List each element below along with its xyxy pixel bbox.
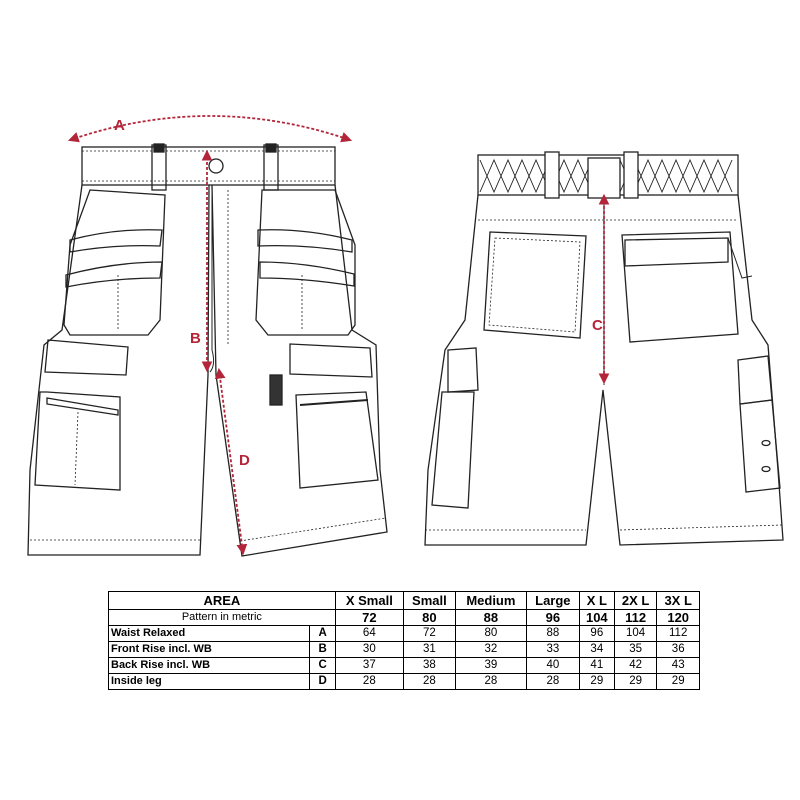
pattern-value: 104 [579,610,614,626]
table-row [109,674,700,690]
table-cell: 30 [335,642,403,658]
back-right-side-pocket [738,356,772,404]
table-cell: 34 [579,642,614,658]
table-cell: 29 [657,674,700,690]
pattern-value: 80 [403,610,455,626]
size-header-row [109,592,700,610]
front-right-cargo-pocket [296,392,378,488]
pattern-value: 112 [614,610,657,626]
measure-label-a: A [114,117,125,134]
table-cell: 39 [455,658,526,674]
back-left-side-pocket [448,348,478,392]
size-header: Large [526,592,579,610]
measure-label-d: D [239,452,250,469]
table-cell: 28 [403,674,455,690]
table-cell: 33 [526,642,579,658]
pattern-value: 96 [526,610,579,626]
table-cell: 64 [335,626,403,642]
pattern-label: Pattern in metric [109,610,336,626]
area-header: AREA [109,592,336,610]
measure-label-b: B [190,330,201,347]
row-label: Inside leg [109,674,310,690]
front-right-cargo-flap [290,344,372,377]
front-right-leg-outline [212,185,387,556]
size-header: 3X L [657,592,700,610]
table-cell: 72 [403,626,455,642]
row-label: Front Rise incl. WB [109,642,310,658]
table-cell: 80 [455,626,526,642]
table-cell: 104 [614,626,657,642]
table-row [109,626,700,642]
table-cell: 42 [614,658,657,674]
table-cell: 40 [526,658,579,674]
front-left-cargo-flap [45,340,128,375]
table-row [109,642,700,658]
measure-line-a [70,116,350,140]
back-left-pocket [484,232,586,338]
table-cell: 112 [657,626,700,642]
table-cell: 28 [335,674,403,690]
pattern-row [109,610,700,626]
table-cell: 32 [455,642,526,658]
row-code: B [310,642,335,658]
table-cell: 36 [657,642,700,658]
size-chart-table [108,591,700,690]
table-cell: 41 [579,658,614,674]
table-row [109,658,700,674]
table-cell: 29 [614,674,657,690]
front-left-cargo-pocket [35,392,120,490]
back-right-pocket [622,232,738,342]
table-cell: 43 [657,658,700,674]
table-cell: 29 [579,674,614,690]
size-header: X L [579,592,614,610]
row-code: A [310,626,335,642]
pattern-value: 88 [455,610,526,626]
table-cell: 88 [526,626,579,642]
front-left-leg-outline [28,185,209,555]
table-cell: 28 [455,674,526,690]
row-code: C [310,658,335,674]
table-cell: 35 [614,642,657,658]
table-cell: 28 [526,674,579,690]
measure-label-c: C [592,317,603,334]
pattern-value: 72 [335,610,403,626]
size-header: Small [403,592,455,610]
table-cell: 31 [403,642,455,658]
table-cell: 37 [335,658,403,674]
size-header: X Small [335,592,403,610]
size-header: 2X L [614,592,657,610]
back-right-pocket-flap [625,238,728,266]
front-waist-button [209,159,223,173]
size-header: Medium [455,592,526,610]
table-cell: 38 [403,658,455,674]
row-label: Back Rise incl. WB [109,658,310,674]
row-label: Waist Relaxed [109,626,310,642]
table-cell: 96 [579,626,614,642]
pattern-value: 120 [657,610,700,626]
row-code: D [310,674,335,690]
